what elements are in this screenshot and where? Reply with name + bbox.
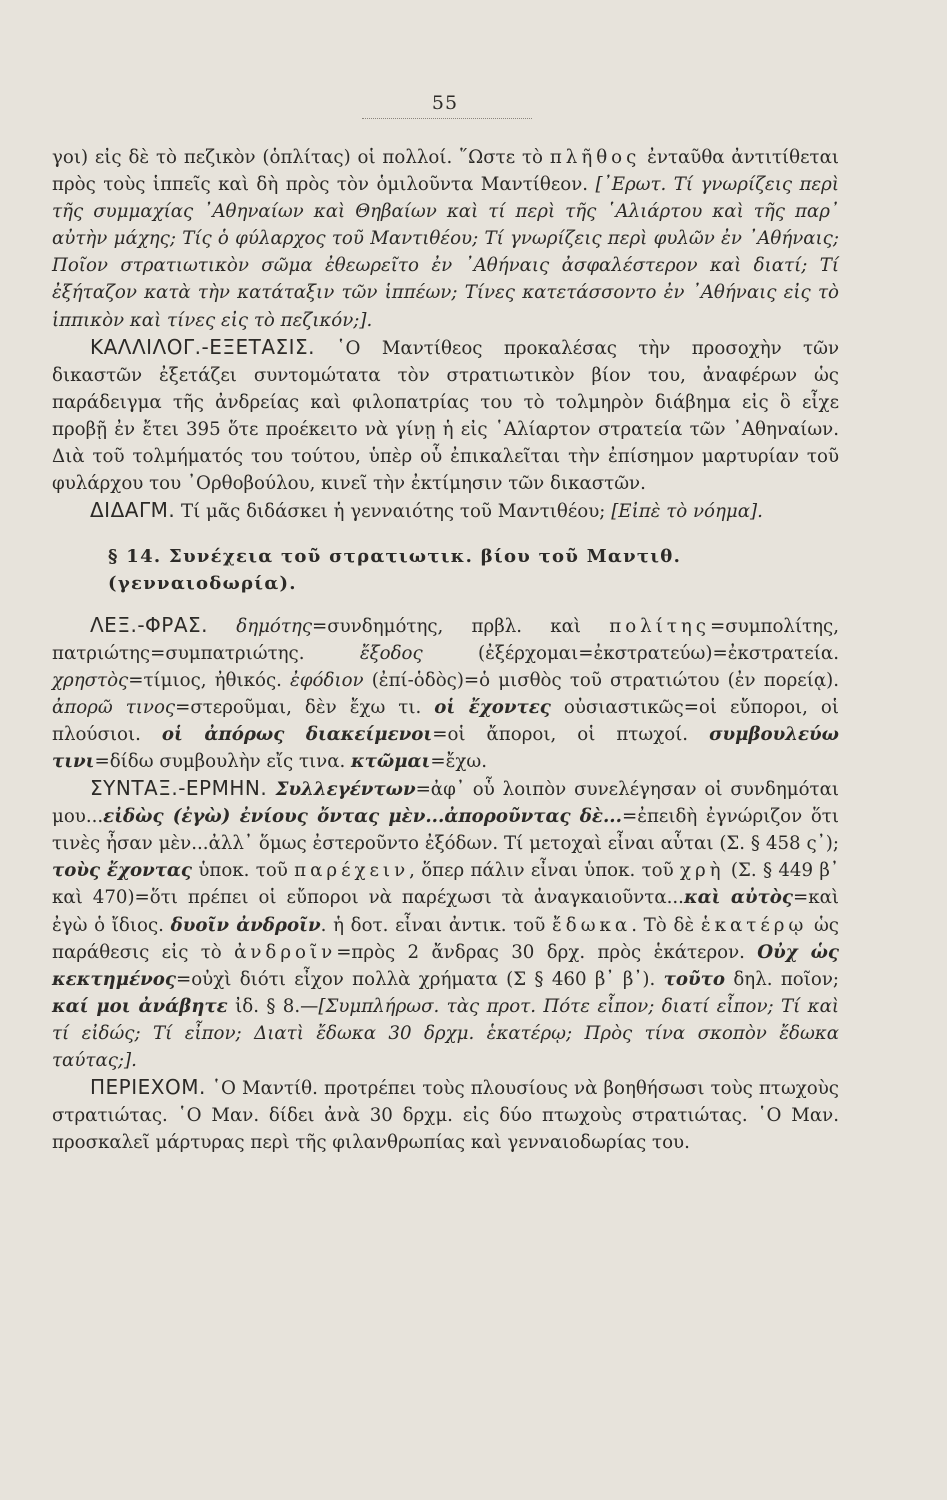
paragraph-syntax — [52, 775, 839, 1074]
text: =στεροῦμαι, δὲν ἔχω τι. — [175, 696, 435, 718]
paragraph-contents — [52, 1074, 839, 1156]
section-label: ΚΑΛΛΙΛΟΓ.-ΕΞΕΤΑΣΙΣ. — [90, 334, 316, 359]
question-block: [᾿Ερωτ. Τί γνωρίζεις περὶ τῆς συμμαχίας ᾿Αθηναίων καὶ Θηβαίων καὶ τί περὶ τῆς ῾Αλιάρτου καὶ τῆς παρ᾿ αὐτὴν μάχης; Τίς ὁ φύλαρχος τοῦ Μαντιθέου; Τί γνωρίζεις περὶ φυλῶν ἐν ᾿Αθήναις; Ποῖον στρατιωτικὸν σῶμα ἐθεωρεῖτο ἐν ᾿Αθήναις ἀσφαλέστερον καὶ διατί; Τί ἐξήταζον κατὰ τὴν κατάταξιν τῶν ἱππέων; Τίνες κατετάσσοντο ἐν ᾿Αθήναις εἰς τὸ ἱππικὸν καὶ τίνες εἰς τὸ πεζικόν;]. — [52, 174, 839, 331]
section-label: ΛΕΞ.-ΦΡΑΣ. — [90, 612, 209, 637]
text: =τίμιος, ἠθικός. — [128, 669, 291, 691]
section-label: ΔΙΔΑΓΜ. — [90, 498, 176, 523]
text: οὐσιαστικῶς=οἱ εὔποροι, οἱ πλούσιοι. — [52, 696, 840, 745]
text: =πρὸς 2 ἄνδρας 30 δρχ. πρὸς ἑκάτερον. — [336, 941, 758, 963]
term: ἐφόδιον — [290, 669, 364, 691]
page-number: 55 — [431, 92, 459, 114]
spaced-word: ἑκατέρῳ — [700, 914, 808, 936]
text: (ἐξέρχομαι=ἐκστρατεύω)=ἐκστρατεία. — [422, 642, 839, 664]
text: ἰδ. § 8.— — [227, 995, 319, 1017]
text: =δίδω συμβουλὴν εἴς τινα. — [94, 750, 352, 772]
term: καί μοι ἀνάβητε — [52, 995, 228, 1017]
text: ὑποκ. τοῦ — [192, 860, 295, 882]
text: δηλ. ποῖον; — [725, 968, 839, 990]
section-heading: § 14. Συνέχεια τοῦ στρατιωτικ. βίου τοῦ Μαντιθ. (γενναιοδωρία). — [108, 546, 682, 595]
term: Συλλεγέντων — [267, 779, 416, 801]
spaced-word: ἀνδροῖν — [234, 941, 337, 963]
text: , ὅπερ πάλιν εἶναι ὑποκ. τοῦ — [409, 860, 680, 882]
term: Οὐχ ὡς κεκτημένος — [52, 941, 839, 990]
term: καὶ αὐτὸς — [683, 887, 793, 909]
term: συμβουλεύω τινι — [52, 723, 839, 772]
paragraph-vocabulary — [52, 612, 839, 776]
spaced-word: ἔδωκα — [551, 914, 632, 936]
term: κτῶμαι — [351, 750, 431, 772]
text: =καὶ ἐγὼ ὁ ἴδιος. — [52, 887, 840, 936]
text: (Σ. § 449 β᾿ καὶ 470)=ὅτι πρέπει οἱ εὔποροι νὰ παρέχωσι τὰ ἀναγκαιοῦντα... — [52, 860, 840, 909]
term: οἱ ἔχοντες — [434, 696, 551, 718]
text: =οἱ ἄποροι, οἱ πτωχοί. — [432, 723, 710, 745]
header-rule — [362, 118, 532, 119]
text: ὡς παράθεσις εἰς τὸ — [52, 914, 839, 963]
text: =οὐχὶ διότι εἶχον πολλὰ χρήματα (Σ § 460 β᾿ β᾿). — [175, 968, 664, 990]
text: . ἡ δοτ. εἶναι ἀντικ. τοῦ — [320, 914, 552, 936]
question-block: [Συμπλήρωσ. τὰς προτ. Πότε εἶπον; διατί εἶπον; Τί καὶ τί εἰδώς; Τί εἶπον; Διατὶ ἔδωκα 30 δρχμ. ἑκατέρῳ; Πρὸς τίνα σκοπὸν ἔδωκα ταύτας;]. — [52, 995, 839, 1071]
paragraph-examination — [52, 334, 839, 498]
spaced-word: πλῆθος — [549, 147, 641, 168]
text: ῾Ο Μαντίθεος προκαλέσας τὴν προσοχὴν τῶν δικαστῶν ἐξετάζει συντομώτατα τὸν στρατιωτικὸν βίον του, ἀναφέρων ὡς παράδειγμα τῆς ἀνδρείας καὶ φιλοπατρίας του τὸ τολμηρὸν διάβημα εἰς ὃ εἶχε προβῇ ἐν ἔτει 395 ὅτε προέκειτο νὰ γίνῃ ἡ εἰς ῾Αλίαρτον στρατεία τῶν ᾿Αθηναίων. Διὰ τοῦ τολμήματός του τούτου, ὑπὲρ οὗ ἐπικαλεῖται τὴν ἐπίσημον μαρτυρίαν τοῦ φυλάρχου του ᾿Ορθοβούλου, κινεῖ τὴν ἐκτίμησιν τῶν δικαστῶν. — [52, 337, 839, 495]
term: τοὺς ἔχοντας — [52, 860, 193, 882]
spaced-word: παρέχειν — [294, 860, 410, 882]
text: (ἐπί-ὁδὸς)=ὁ μισθὸς τοῦ στρατιώτου (ἐν πορείᾳ). — [363, 669, 840, 691]
paragraph-lesson — [52, 497, 839, 525]
section-label: ΠΕΡΙΕΧΟΜ. — [90, 1075, 206, 1100]
text: =ἀφ᾿ οὗ λοιπὸν συνελέγησαν οἱ συνδημόται μου... — [52, 779, 839, 828]
italic-note: [Εἰπὲ τὸ νόημα]. — [611, 501, 763, 523]
term: ἔξοδος — [359, 642, 423, 664]
text: . Τὸ δὲ — [631, 914, 701, 936]
section-label: ΣΥΝΤΑΞ.-ΕΡΜΗΝ. — [90, 776, 268, 801]
page-body — [52, 144, 839, 1156]
text: ῾Ο Μαντίθ. προτρέπει τοὺς πλουσίους νὰ βοηθήσωσι τοὺς πτωχοὺς στρατιώτας. ῾Ο Μαν. δίδει ἀνὰ 30 δρχμ. εἰς δύο πτωχοὺς στρατιώτας. ῾Ο Μαν. προσκαλεῖ μάρτυρας περὶ τῆς φιλανθρωπίας καὶ γενναιοδωρίας του. — [52, 1078, 839, 1154]
term: ἀπορῶ τινος — [52, 696, 176, 718]
text: =συνδημότης, πρβλ. καὶ — [312, 615, 610, 637]
term: χρηστὸς — [52, 669, 129, 691]
term: τοῦτο — [663, 968, 726, 990]
text: =ἐπειδὴ ἐγνώριζον ὅτι τινὲς ἦσαν μὲν...ἀλλ᾿ ὅμως ἐστεροῦντο ἐξόδων. Τί μετοχαὶ εἶναι αὗται (Σ. § 458 ς᾿); — [52, 806, 839, 855]
term: εἰδὼς (ἐγὼ) ἐνίους ὄντας μὲν...ἀποροῦντας δὲ... — [103, 806, 622, 828]
text: γοι) εἰς δὲ τὸ πεζικὸν (ὁπλίτας) οἱ πολλοί. ῞Ωστε τὸ — [52, 147, 550, 168]
term: οἱ ἀπόρως διακείμενοι — [161, 723, 433, 745]
term: δυοῖν ἀνδροῖν — [170, 914, 321, 936]
term: δημότης — [208, 615, 313, 637]
text: =ἔχω. — [430, 750, 487, 772]
spaced-word: πολίτης — [609, 615, 710, 637]
text: Τί μᾶς διδάσκει ἡ γενναιότης τοῦ Μαντιθέου; — [175, 501, 612, 523]
text: =συμπολίτης, πατριώτης=συμπατριώτης. — [52, 615, 840, 664]
spaced-word: χρὴ — [679, 860, 725, 882]
paragraph-questions — [52, 144, 839, 334]
text: ἐνταῦθα ἀντιτίθεται πρὸς τοὺς ἱππεῖς καὶ δὴ πρὸς τὸν ὁμιλοῦντα Μαντίθεον. — [52, 147, 839, 196]
